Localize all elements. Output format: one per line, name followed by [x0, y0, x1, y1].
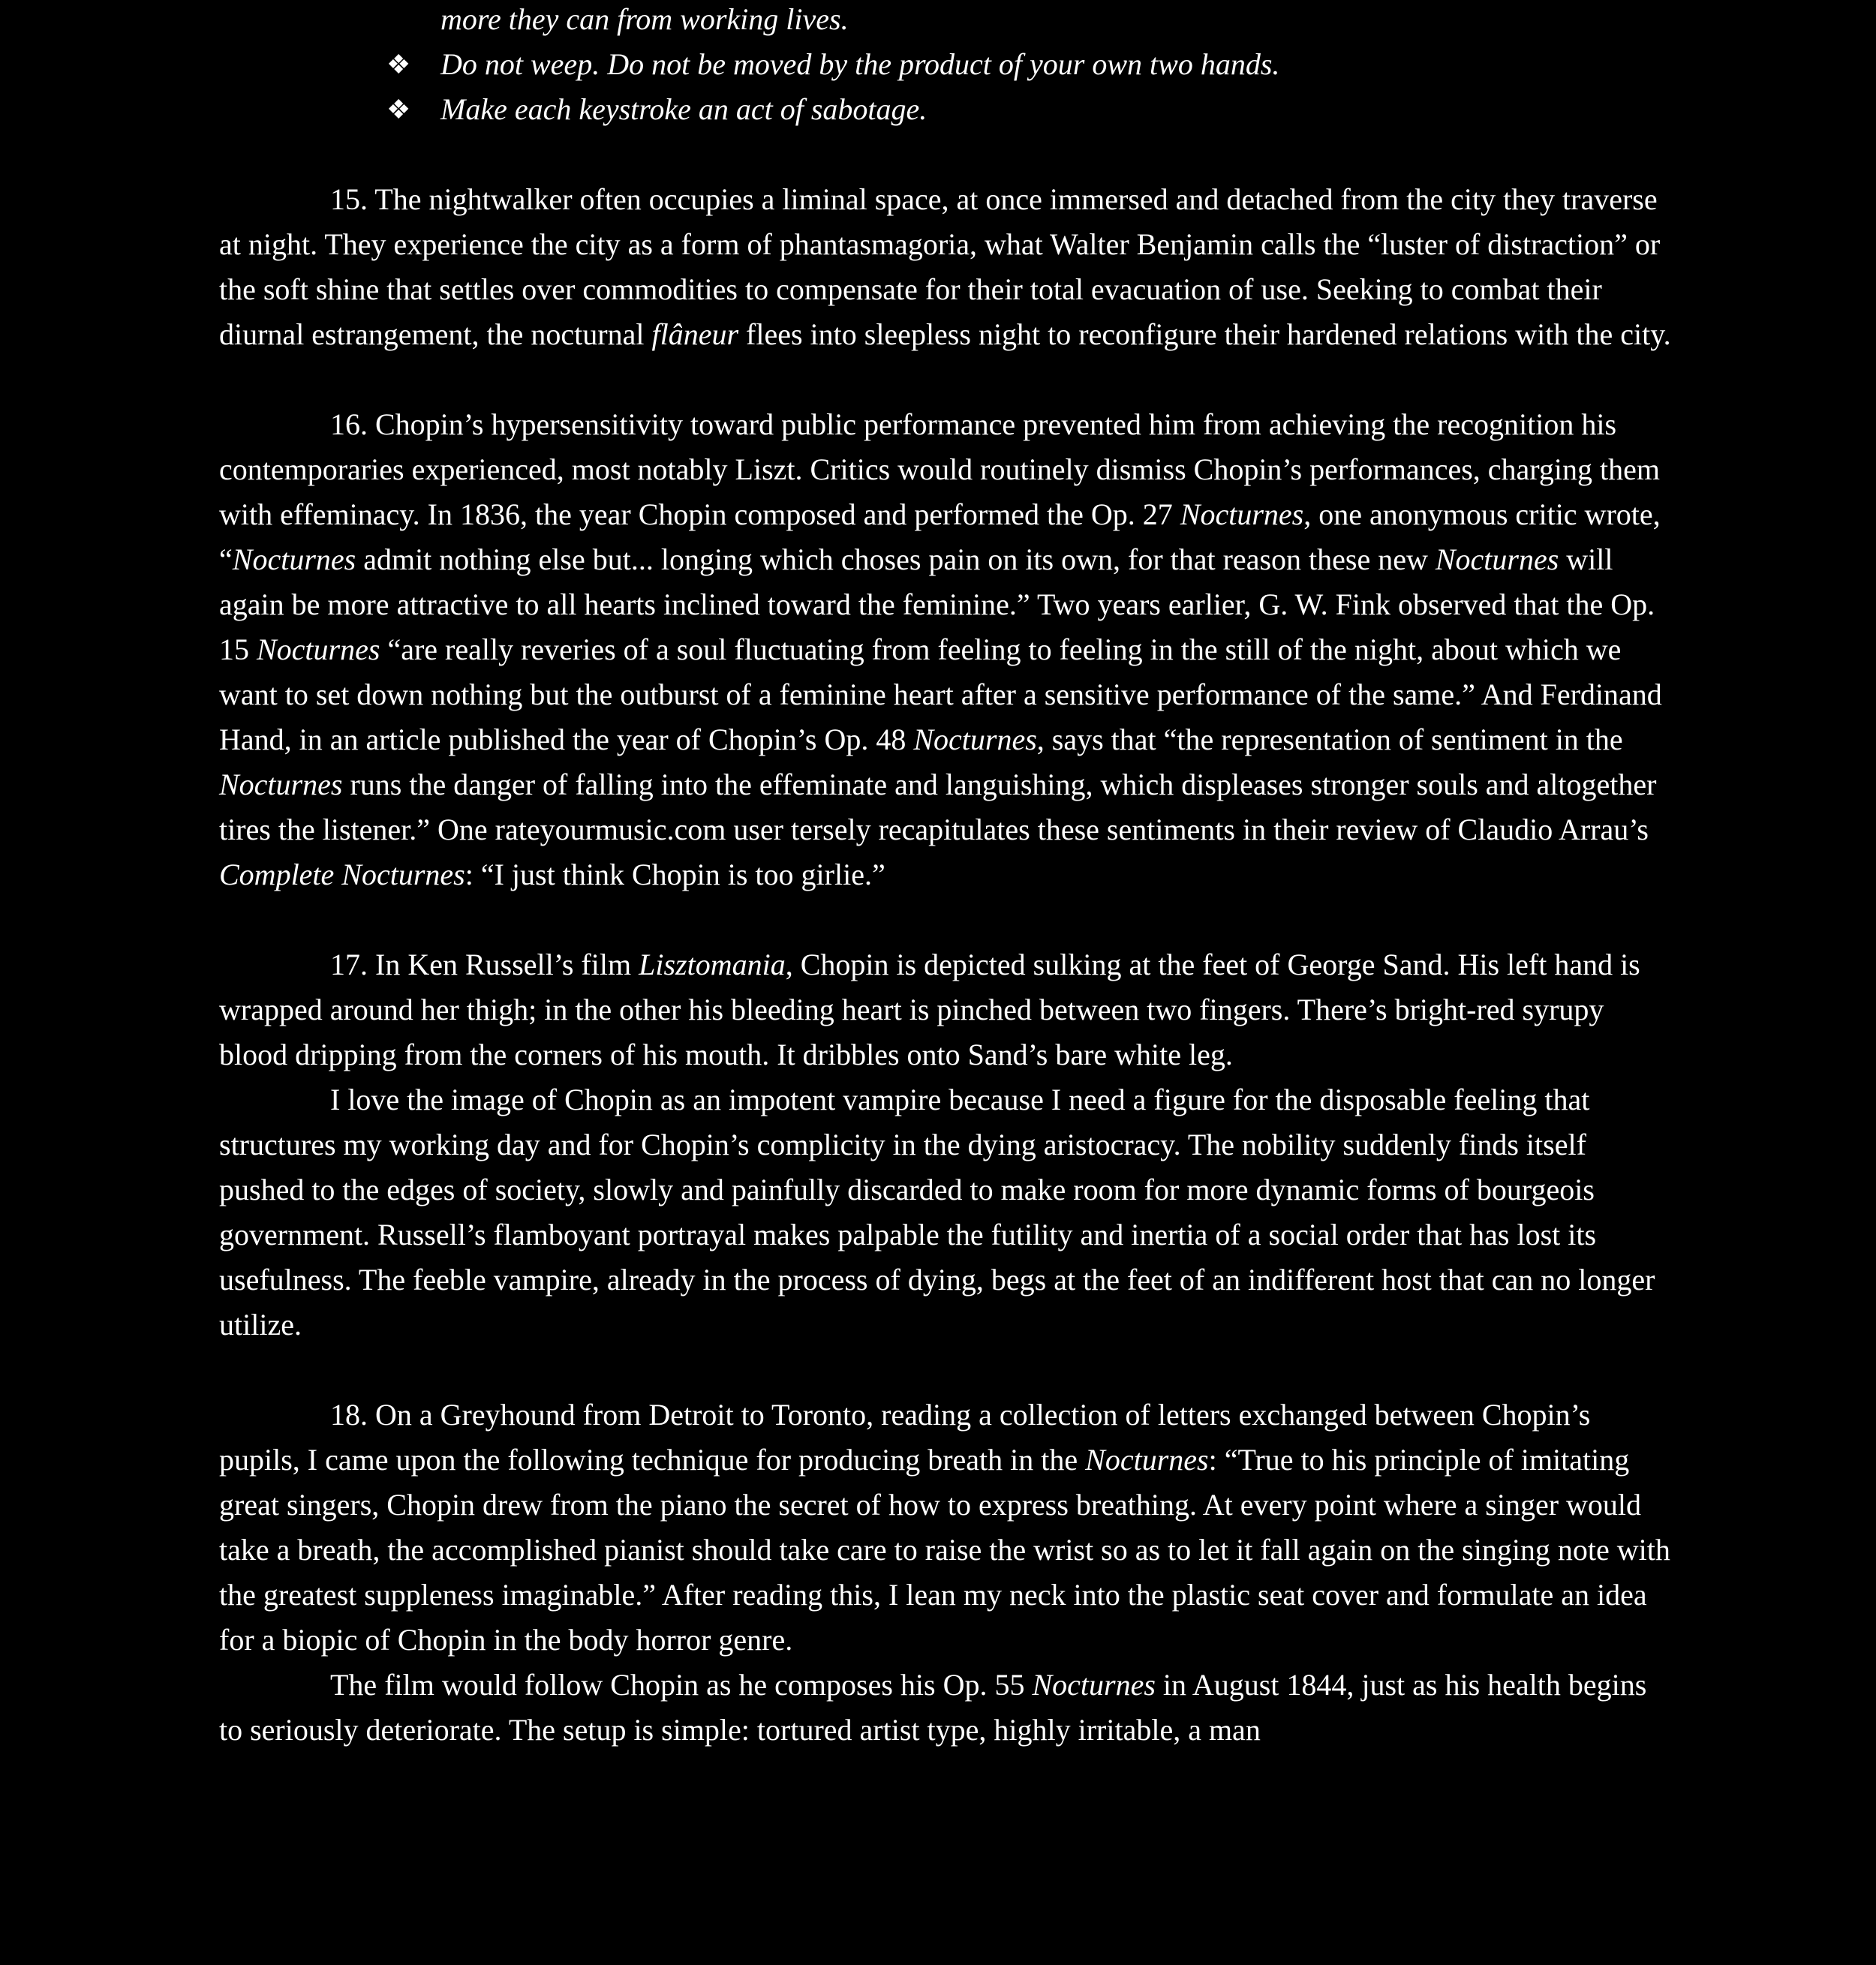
bullet-continuation-line: more they can from working lives.: [440, 2, 849, 36]
diamond-bullet-icon: ❖: [386, 95, 411, 125]
section-17-paragraph-2: I love the image of Chopin as an impotent vampire because I need a figure for the disposable feeling that structures my working day and for Chopin’s complicity in the dying aristocracy. The nobility suddenly finds itself pushed to the edges of society, slowly and painfully discarded to make room for more dynamic forms of bourgeois government. Russell’s flamboyant portrayal makes palpable the futility and inertia of a social order that has lost its usefulness. The feeble vampire, already in the process of dying, begs at the feet of an indifferent host that can no longer utilize.: [219, 1083, 1655, 1342]
paragraph-gap: [219, 897, 1672, 942]
document-page: [219, 0, 1672, 1753]
bullet-item: ❖ Make each keystroke an act of sabotage.: [440, 87, 1672, 132]
section-18-paragraph-1: 18. On a Greyhound from Detroit to Toronto, reading a collection of letters exchanged between Chopin’s pupils, I came upon the following technique for producing breath in the Nocturnes: “True to his principle of imitating great singers, Chopin drew from the piano the secret of how to express breathing. At every point where a singer would take a breath, the accomplished pianist should take care to raise the wrist so as to let it fall again on the singing note with the greatest suppleness imaginable.” After reading this, I lean my neck into the plastic seat cover and formulate an idea for a biopic of Chopin in the body horror genre.: [219, 1398, 1670, 1657]
section-17-paragraph-1: 17. In Ken Russell’s film Lisztomania, Chopin is depicted sulking at the feet of George Sand. His left hand is wrapped around her thigh; in the other his bleeding heart is pinched between two fingers. There’s bright-red syrupy blood dripping from the corners of his mouth. It dribbles onto Sand’s bare white leg.: [219, 948, 1640, 1071]
section-15-paragraph: 15. The nightwalker often occupies a liminal space, at once immersed and detached from the city they traverse at night. They experience the city as a form of phantasmagoria, what Walter Benjamin calls the “luster of distraction” or the soft shine that settles over commodities to compensate for their total evacuation of use. Seeking to combat their diurnal estrangement, the nocturnal flâneur flees into sleepless night to reconfigure their hardened relations with the city.: [219, 182, 1671, 351]
paragraph-gap: [219, 132, 1672, 177]
paragraph-gap: [219, 357, 1672, 402]
section-18-paragraph-2: The film would follow Chopin as he composes his Op. 55 Nocturnes in August 1844, just as his health begins to seriously deteriorate. The setup is simple: tortured artist type, highly irritable, a man: [219, 1668, 1647, 1747]
section-16-paragraph: 16. Chopin’s hypersensitivity toward public performance prevented him from achieving the recognition his contemporaries experienced, most notably Liszt. Critics would routinely dismiss Chopin’s performances, charging them with effeminacy. In 1836, the year Chopin composed and performed the Op. 27 Nocturnes, one anonymous critic wrote, “Nocturnes admit nothing else but... longing which choses pain on its own, for that reason these new Nocturnes will again be more attractive to all hearts inclined toward the feminine.” Two years earlier, G. W. Fink observed that the Op. 15 Nocturnes “are really reveries of a soul fluctuating from feeling to feeling in the still of the night, about which we want to set down nothing but the outburst of a feminine heart after a sensitive performance of the same.” And Ferdinand Hand, in an article published the year of Chopin’s Op. 48 Nocturnes, says that “the representation of sentiment in the Nocturnes runs the danger of falling into the effeminate and languishing, which displeases stronger souls and altogether tires the listener.” One rateyourmusic.com user tersely recapitulates these sentiments in their review of Claudio Arrau’s Complete Nocturnes: “I just think Chopin is too girlie.”: [219, 407, 1662, 891]
bullet-list: [219, 0, 1672, 132]
diamond-bullet-icon: ❖: [386, 50, 411, 80]
bullet-item: ❖ Do not weep. Do not be moved by the product of your own two hands.: [440, 42, 1672, 87]
paragraph-gap: [219, 1348, 1672, 1393]
